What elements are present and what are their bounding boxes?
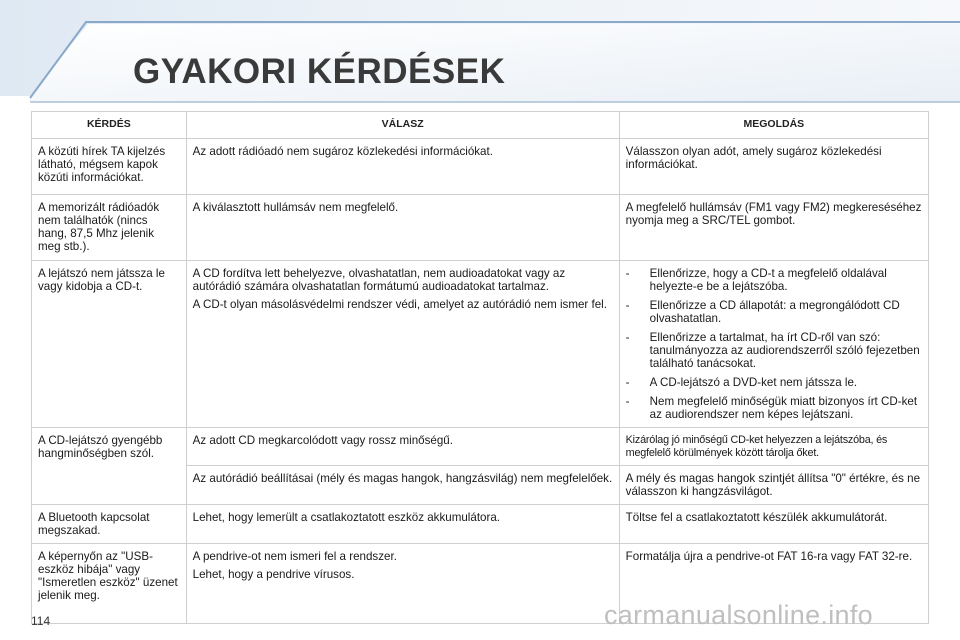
answer-text: Az adott CD megkarcolódott vagy rossz minőségű. — [192, 434, 453, 447]
list-item-text: Nem megfelelő minőségük miatt bizonyos írt CD-ket az audiorendszer nem képes lejátszani. — [649, 395, 918, 421]
table-row — [32, 261, 929, 428]
list-dash: - — [625, 395, 630, 408]
list-item-text: Ellenőrizze a CD állapotát: a megrongálódott CD olvashatatlan. — [649, 299, 900, 325]
table-row — [32, 428, 929, 466]
answer-cell — [186, 428, 619, 466]
question-cell: A CD-lejátszó gyengébb hangminőségben szól. — [32, 428, 187, 505]
list-item — [626, 299, 922, 325]
list-dash: - — [625, 267, 630, 280]
solution-list — [626, 267, 922, 421]
question-cell: A lejátszó nem játssza le vagy kidobja a CD-t. — [32, 261, 187, 428]
answer-text: Lehet, hogy a pendrive vírusos. — [192, 568, 355, 581]
header-question: KÉRDÉS — [32, 112, 187, 139]
watermark: carmanualsonline.info — [604, 600, 873, 630]
question-cell: A közúti hírek TA kijelzés látható, mégsem kapok közúti információkat. — [32, 139, 187, 195]
answer-text: Lehet, hogy lemerült a csatlakoztatott eszköz akkumulátora. — [192, 511, 501, 524]
solution-cell: Válasszon olyan adót, amely sugároz közlekedési információkat. — [619, 139, 928, 195]
answer-cell — [186, 505, 619, 544]
list-item — [626, 395, 922, 421]
list-item-text: Ellenőrizze, hogy a CD-t a megfelelő oldalával helyezte-e be a lejátszóba. — [649, 267, 887, 293]
table-row — [32, 505, 929, 544]
solution-cell: A mély és magas hangok szintjét állítsa "0" értékre, és ne válasszon ki hangzásvilágot. — [619, 466, 928, 505]
answer-text: A kiválasztott hullámsáv nem megfelelő. — [192, 201, 399, 214]
answer-cell — [186, 544, 619, 624]
header-solution: MEGOLDÁS — [619, 112, 928, 139]
answer-text: A CD-t olyan másolásvédelmi rendszer védi, amelyet az autórádió nem ismer fel. — [192, 298, 607, 311]
list-dash: - — [625, 376, 630, 389]
solution-cell: Kizárólag jó minőségű CD-ket helyezzen a lejátszóba, és megfelelő körülmények között tárolja őket. — [619, 428, 928, 466]
solution-cell: Töltse fel a csatlakoztatott készülék akkumulátorát. — [619, 505, 928, 544]
page-number: 114 — [31, 614, 51, 628]
list-dash: - — [625, 299, 630, 312]
solution-cell: A megfelelő hullámsáv (FM1 vagy FM2) megkereséséhez nyomja meg a SRC/TEL gombot. — [619, 195, 928, 261]
answer-cell — [186, 195, 619, 261]
answer-text: Az adott rádióadó nem sugároz közlekedési információkat. — [192, 145, 493, 158]
faq-table — [31, 111, 929, 624]
list-dash: - — [625, 331, 630, 344]
list-item-text: Ellenőrizze a tartalmat, ha írt CD-ről van szó: tanulmányozza az audiorendszerről szóló fejezetben található tanácsokat. — [649, 331, 920, 370]
page-title: GYAKORI KÉRDÉSEK — [133, 52, 506, 91]
list-item-text: A CD-lejátszó a DVD-ket nem játssza le. — [649, 376, 858, 389]
list-item — [626, 376, 922, 389]
question-cell: A memorizált rádióadók nem találhatók (nincs hang, 87,5 Mhz jelenik meg stb.). — [32, 195, 187, 261]
answer-cell — [186, 261, 619, 428]
table-row — [32, 195, 929, 261]
list-item — [626, 267, 922, 293]
table-header-row — [32, 112, 929, 139]
answer-cell — [186, 139, 619, 195]
question-cell: A képernyőn az "USB-eszköz hibája" vagy "Ismeretlen eszköz" üzenet jelenik meg. — [32, 544, 187, 624]
answer-text: A CD fordítva lett behelyezve, olvashatatlan, nem audioadatokat vagy az autórádió számára olvashatatlan formátumú audioadatokat tartalmaz. — [192, 267, 566, 293]
answer-cell — [186, 466, 619, 505]
solution-cell: Formatálja újra a pendrive-ot FAT 16-ra vagy FAT 32-re. — [619, 544, 928, 624]
table-row — [32, 139, 929, 195]
header-answer: VÁLASZ — [186, 112, 619, 139]
solution-cell — [619, 261, 928, 428]
question-cell: A Bluetooth kapcsolat megszakad. — [32, 505, 187, 544]
answer-text: Az autórádió beállításai (mély és magas hangok, hangzásvilág) nem megfelelőek. — [192, 472, 613, 485]
answer-text: A pendrive-ot nem ismeri fel a rendszer. — [192, 550, 397, 563]
list-item — [626, 331, 922, 370]
